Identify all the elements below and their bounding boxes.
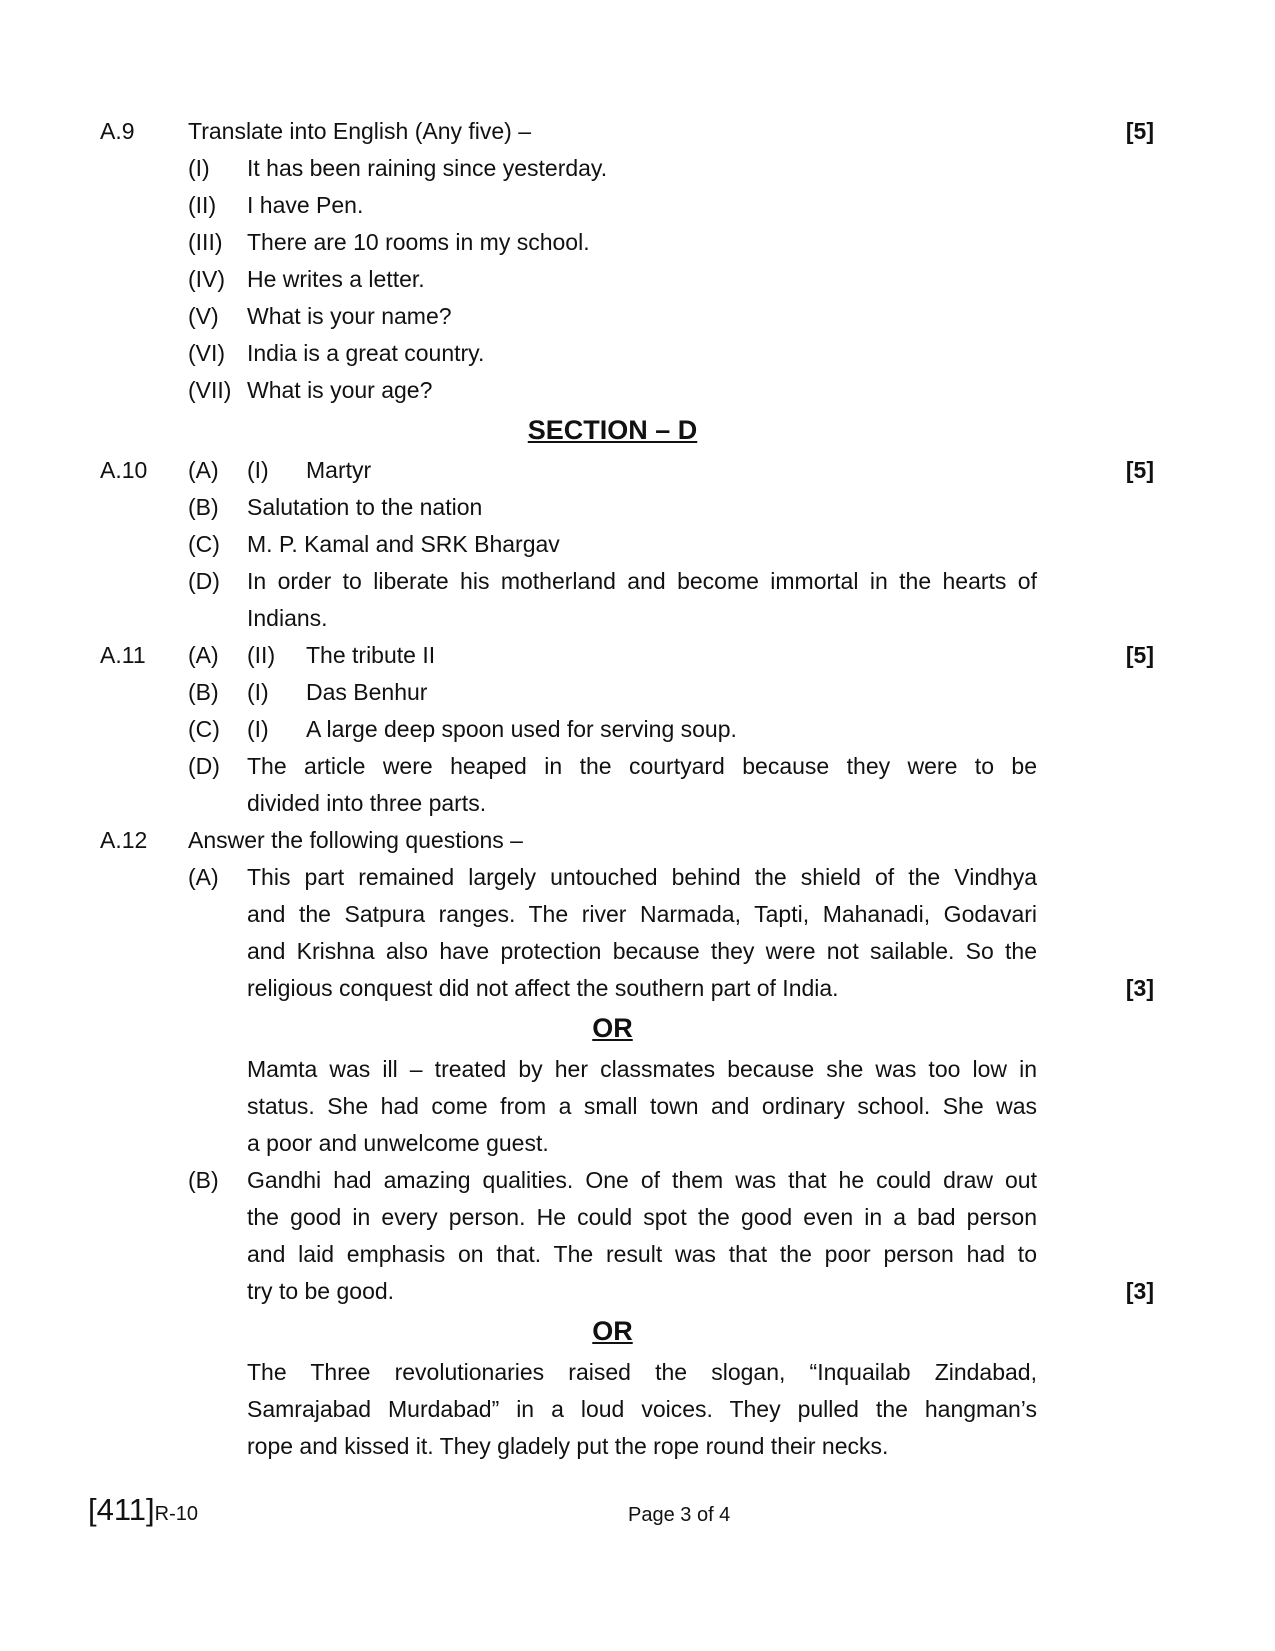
q12-b-text: and laid emphasis on that. The result was that the poor person had to — [247, 1241, 1037, 1267]
q9-item-text: India is a great country. — [247, 340, 485, 366]
q12-b-line — [0, 1162, 1275, 1199]
q10-a-sub: (I) — [247, 457, 269, 483]
q9-item-text: There are 10 rooms in my school. — [247, 229, 590, 255]
q10-c-text: M. P. Kamal and SRK Bhargav — [247, 531, 560, 557]
q12-b-marks: [3] — [1125, 1278, 1154, 1304]
q11-b-text: Das Benhur — [306, 679, 428, 705]
q9-item — [0, 224, 1275, 261]
q11-c-text: A large deep spoon used for serving soup. — [306, 716, 737, 742]
q11-c-sub: (I) — [247, 716, 269, 742]
q12-b-line — [0, 1199, 1275, 1236]
q12-b-alt-text: rope and kissed it. They gladely put the rope round their necks. — [247, 1433, 889, 1459]
q12-a-alt-text: a poor and unwelcome guest. — [247, 1130, 549, 1156]
q10-d-text-line1: In order to liberate his motherland and become immortal in the hearts of — [247, 568, 1037, 594]
q12-b-text: the good in every person. He could spot the good even in a bad person — [247, 1204, 1037, 1230]
q12-b-label: (B) — [188, 1167, 219, 1193]
q9-item — [0, 298, 1275, 335]
q9-item-text: I have Pen. — [247, 192, 364, 218]
q11-row-c — [0, 711, 1275, 748]
q12-b-text: Gandhi had amazing qualities. One of them was that he could draw out — [247, 1167, 1037, 1193]
q11-c-label: (C) — [188, 716, 220, 742]
q12-b-alt-line — [0, 1428, 1275, 1465]
q11-a-label: (A) — [188, 642, 219, 668]
q12-a-alt-line — [0, 1088, 1275, 1125]
q11-row-d-cont — [0, 785, 1275, 822]
q9-item — [0, 150, 1275, 187]
q9-item-text: It has been raining since yesterday. — [247, 155, 608, 181]
q9-number: A.9 — [100, 118, 135, 144]
q12-a-alt-line — [0, 1125, 1275, 1162]
q9-item-text: What is your name? — [247, 303, 452, 329]
q12-b-line — [0, 1273, 1275, 1310]
q11-b-sub: (I) — [247, 679, 269, 705]
q9-item-label: (V) — [188, 303, 219, 329]
q10-row-a — [0, 452, 1275, 489]
q12-a-or-heading: OR — [592, 1013, 633, 1043]
paper-code-main: [411] — [88, 1492, 155, 1527]
q9-item-label: (II) — [188, 192, 217, 218]
q9-item — [0, 372, 1275, 409]
q12-b-or-heading: OR — [592, 1316, 633, 1346]
page-number: Page 3 of 4 — [628, 1504, 731, 1526]
q9-item — [0, 261, 1275, 298]
q10-row-c — [0, 526, 1275, 563]
q11-d-label: (D) — [188, 753, 220, 779]
q12-number: A.12 — [100, 827, 148, 853]
q12-a-alt-text: Mamta was ill – treated by her classmates because she was too low in — [247, 1056, 1037, 1082]
q9-item-label: (IV) — [188, 266, 226, 292]
paper-code — [88, 1490, 198, 1534]
q10-b-text: Salutation to the nation — [247, 494, 483, 520]
q12-b-alt-line — [0, 1391, 1275, 1428]
q12-a-alt-line — [0, 1051, 1275, 1088]
q11-marks: [5] — [1125, 642, 1154, 668]
q12-a-text: and the Satpura ranges. The river Narmada, Tapti, Mahanadi, Godavari — [247, 901, 1037, 927]
paper-code-suffix: R-10 — [154, 1503, 199, 1525]
q11-b-label: (B) — [188, 679, 219, 705]
q12-b-alt-text: Samrajabad Murdabad” in a loud voices. They pulled the hangman’s — [247, 1396, 1037, 1422]
q12-title: Answer the following questions – — [188, 827, 523, 853]
q12-a-text: religious conquest did not affect the southern part of India. — [247, 975, 839, 1001]
q10-row-d-cont — [0, 600, 1275, 637]
q11-d-text-line1: The article were heaped in the courtyard because they were to be — [247, 753, 1037, 779]
q12-a-line — [0, 896, 1275, 933]
q10-d-label: (D) — [188, 568, 220, 594]
q10-a-label: (A) — [188, 457, 219, 483]
q12-a-text: This part remained largely untouched behind the shield of the Vindhya — [247, 864, 1037, 890]
q12-a-alt-text: status. She had come from a small town and ordinary school. She was — [247, 1093, 1037, 1119]
q10-row-b — [0, 489, 1275, 526]
q10-a-text: Martyr — [306, 457, 372, 483]
q12-a-line — [0, 933, 1275, 970]
q11-number: A.11 — [100, 642, 146, 668]
q12-b-text: try to be good. — [247, 1278, 395, 1304]
q10-b-label: (B) — [188, 494, 219, 520]
q9-item-text: What is your age? — [247, 377, 433, 403]
q9-title: Translate into English (Any five) – — [188, 118, 532, 144]
q9-item-label: (VI) — [188, 340, 226, 366]
q10-number: A.10 — [100, 457, 148, 483]
q11-d-text-line2: divided into three parts. — [247, 790, 487, 816]
q12-a-line — [0, 859, 1275, 896]
q12-a-line — [0, 970, 1275, 1007]
q9-item — [0, 187, 1275, 224]
q11-row-a — [0, 637, 1275, 674]
q12-b-alt-line — [0, 1354, 1275, 1391]
q11-row-d — [0, 748, 1275, 785]
q9-item-label: (III) — [188, 229, 223, 255]
q9-item-label: (I) — [188, 155, 210, 181]
q9-item-label: (VII) — [188, 377, 232, 403]
q9-item — [0, 335, 1275, 372]
q9-header — [0, 113, 1275, 150]
q11-a-text: The tribute II — [306, 642, 436, 668]
section-d-heading: SECTION – D — [527, 415, 698, 445]
q12-b-line — [0, 1236, 1275, 1273]
q9-item-text: He writes a letter. — [247, 266, 425, 292]
q12-b-alt-text: The Three revolutionaries raised the slogan, “Inquailab Zindabad, — [247, 1359, 1037, 1385]
q12-a-text: and Krishna also have protection because they were not sailable. So the — [247, 938, 1037, 964]
q11-a-sub: (II) — [247, 642, 276, 668]
q11-row-b — [0, 674, 1275, 711]
q10-c-label: (C) — [188, 531, 220, 557]
q9-marks: [5] — [1125, 118, 1154, 144]
q12-header — [0, 822, 1275, 859]
q10-row-d — [0, 563, 1275, 600]
q12-a-label: (A) — [188, 864, 219, 890]
q10-marks: [5] — [1125, 457, 1154, 483]
q10-d-text-line2: Indians. — [247, 605, 328, 631]
q12-a-marks: [3] — [1125, 975, 1154, 1001]
